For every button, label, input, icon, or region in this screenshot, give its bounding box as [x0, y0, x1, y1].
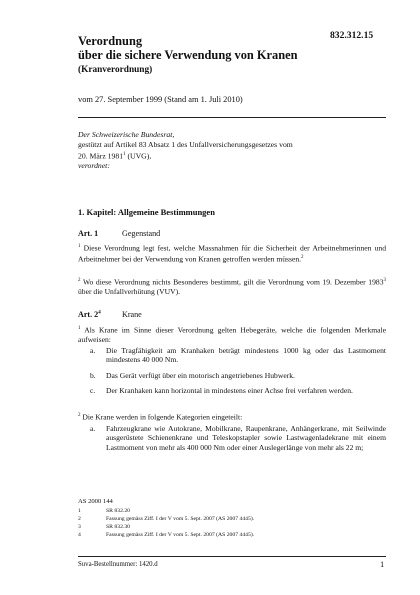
article-2-number — [78, 310, 122, 319]
document-title — [78, 34, 298, 62]
article-2-heading: Krane — [122, 310, 142, 319]
footnote — [78, 516, 386, 524]
list-item-text: Der Kranhaken kann horizontal in mindestens einer Achse frei verfahren werden. — [106, 386, 353, 395]
list-item-letter: a. — [90, 424, 96, 433]
list-item-text: Die Tragfähigkeit am Kranhaken beträgt mindestens 1000 kg oder das Lastmoment mindestens 40 000 Nm. — [106, 346, 386, 365]
preamble-authority: Der Schweizerische Bundesrat, — [78, 130, 175, 139]
article-1-header — [78, 229, 160, 238]
para-text: Diese Verordnung legt fest, welche Massnahmen für die Sicherheit der Arbeitnehmerinnen und Arbeitnehmer bei der Verwendung von Kranen getroffen werden müssen. — [78, 243, 386, 264]
article-2-number-text: Art. 2 — [78, 310, 99, 319]
footnote-text: SR 832.30 — [106, 524, 131, 530]
para-number: 2 — [78, 278, 81, 283]
document-subtitle: (Kranverordnung) — [78, 65, 153, 75]
footnote-number: 1 — [78, 508, 81, 514]
footnote-text: SR 832.20 — [106, 508, 131, 514]
footnote-number: 3 — [78, 524, 81, 530]
footnote-text: Fassung gemäss Ziff. I der V vom 5. Sept. 2007 (AS 2007 4445). — [106, 532, 255, 538]
list-item — [78, 346, 386, 366]
preamble — [78, 130, 368, 171]
article-1-para-1 — [78, 242, 386, 264]
footnote-ref-3[interactable]: 3 — [383, 278, 386, 283]
footnote-ref-4[interactable]: 4 — [98, 310, 101, 316]
para-text-rest: über die Unfallverhütung (VUV). — [78, 286, 181, 296]
article-1-number: Art. 1 — [78, 229, 99, 238]
footer-order-number: Suva-Bestellnummer: 1420.d — [78, 561, 158, 568]
footnote-ref-2[interactable]: 2 — [301, 254, 304, 260]
list-item-letter: b. — [90, 371, 96, 380]
article-2-para-1 — [78, 324, 386, 344]
date-line: vom 27. September 1999 (Stand am 1. Juli 2010) — [78, 95, 243, 104]
article-1-para-2 — [78, 276, 386, 296]
preamble-decree: verordnet: — [78, 160, 110, 170]
footnote — [78, 524, 386, 532]
list-item-letter: c. — [90, 386, 96, 395]
list-item-text: Das Gerät verfügt über ein motorisch angetriebenes Hubwerk. — [106, 371, 295, 380]
header-divider — [78, 117, 386, 118]
list-item — [78, 386, 386, 406]
preamble-basis-rest: (UVG), — [125, 151, 152, 161]
footnote — [78, 532, 386, 540]
preamble-basis-date: 20. März 1981 — [78, 151, 124, 161]
preamble-basis-2 — [78, 150, 368, 161]
footer-divider — [78, 556, 386, 557]
list-item — [78, 371, 386, 381]
list-item-text: Fahrzeugkrane wie Autokrane, Mobilkrane, Raupenkrane, Anhängerkrane, mit Seilwinde ausgerüstete Schienenkrane und Teleskopstapler sowie Lastwagenladekrane mit einem Lastmoment von mehr als 400 000 Nm oder einer Auslegerlänge von mehr als 22 m; — [106, 424, 386, 452]
article-2-header — [78, 310, 142, 319]
title-line-1: Verordnung — [78, 34, 143, 48]
list-item-letter: a. — [90, 346, 96, 355]
para-text: Als Krane im Sinne dieser Verordnung gelten Hebegeräte, welche die folgenden Merkmale aufweisen: — [78, 325, 387, 344]
footnote-number: 4 — [78, 532, 81, 538]
list-item — [78, 424, 386, 464]
page-number: 1 — [380, 559, 385, 569]
footnote-ref-1[interactable]: 1 — [123, 151, 126, 157]
footnote-number: 2 — [78, 516, 81, 522]
para-number: 1 — [78, 244, 81, 249]
article-1-heading: Gegenstand — [122, 229, 161, 238]
title-line-2: über die sichere Verwendung von Kranen — [78, 48, 298, 62]
footnote-text: Fassung gemäss Ziff. I der V vom 5. Sept. 2007 (AS 2007 4445). — [106, 516, 255, 522]
sr-number: 832.312.15 — [330, 30, 374, 41]
para-number: 1 — [78, 326, 81, 331]
chapter-title: 1. Kapitel: Allgemeine Bestimmungen — [78, 207, 215, 217]
footnote — [78, 508, 386, 516]
para-text: Die Krane werden in folgende Kategorien eingeteilt: — [82, 412, 243, 422]
para-text: Wo diese Verordnung nichts Besonderes bestimmt, gilt die Verordnung vom 19. Dezember 1983 — [82, 277, 384, 287]
article-2-para-2 — [78, 411, 386, 422]
para-number: 2 — [78, 413, 81, 418]
preamble-basis-1: gestützt auf Artikel 83 Absatz 1 des Unfallversicherungsgesetzes vom — [78, 139, 293, 149]
as-reference: AS 2000 144 — [78, 498, 113, 505]
